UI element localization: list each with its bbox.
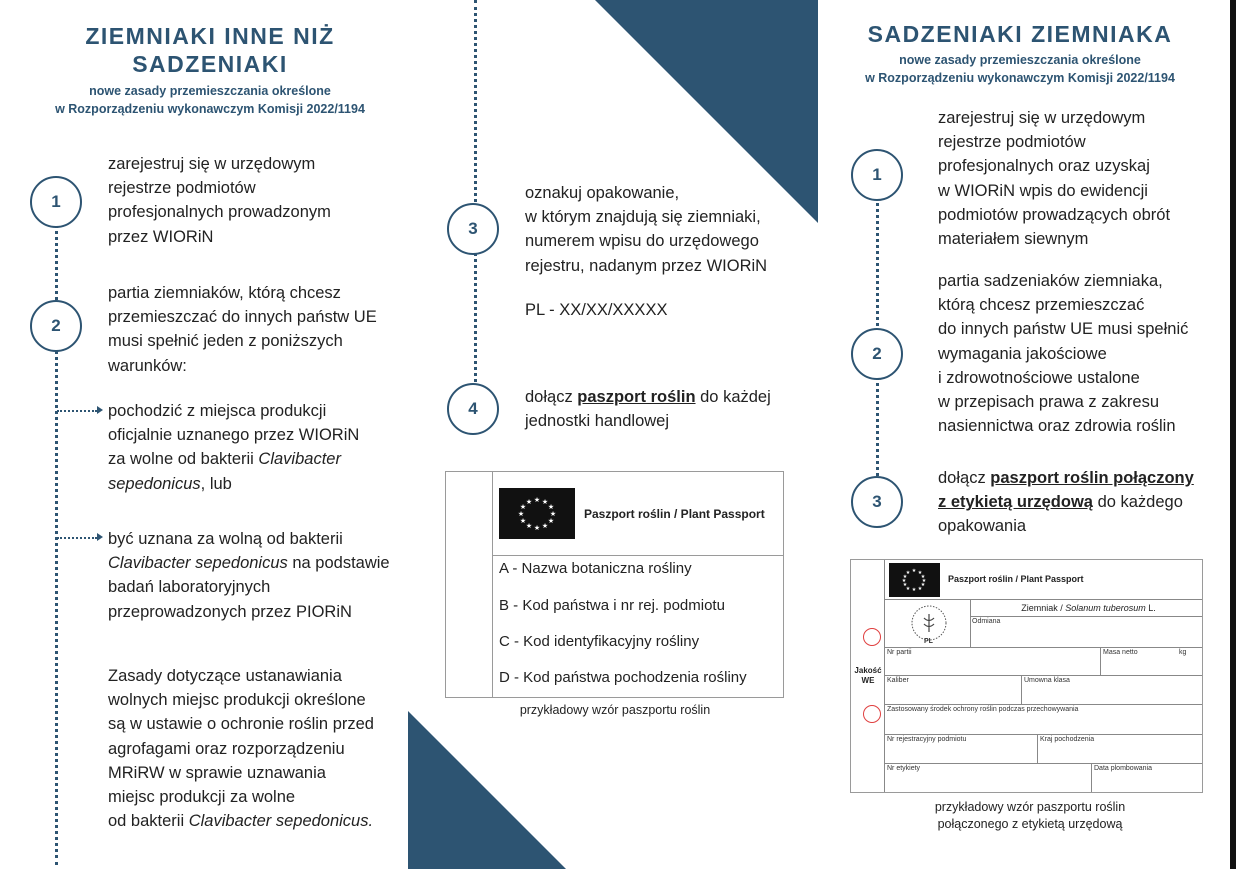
svg-text:★: ★ [902,582,908,588]
label-eu-flag-icon [889,563,940,597]
svg-text:★: ★ [905,570,911,576]
label-data-plomb: Data plombowania [1094,765,1152,772]
right-step2-circle: 2 [851,328,903,380]
cond2-text: być uznana za wolną od bakterii [108,530,343,548]
svg-text:★: ★ [911,587,917,593]
passport-row-b: B - Kod państwa i nr rej. podmiotu [499,597,725,614]
svg-text:★: ★ [920,582,926,588]
label-kraj: Kraj pochodzenia [1040,736,1095,743]
marker-circle-1 [863,628,881,646]
middle-step4-circle: 4 [447,383,499,435]
label-species-suffix: L. [1145,603,1156,613]
left-subtitle-line1: nowe zasady przemieszczania określone [89,84,331,98]
cond1-end: , lub [200,474,232,493]
middle-caption: przykładowy wzór paszportu roślin [519,703,711,717]
right-title: SADZENIAKI ZIEMNIAKA [867,21,1173,47]
right-caption [850,799,1210,833]
middle-step3-text: oznakuj opakowanie, w którym znajdują się ziemniaki, numerem wpisu do urzędowego rejestru, nadanym przez WIORiN [525,184,768,275]
left-condition1 [108,399,408,496]
middle-step4-text [525,385,815,433]
marker-circle-2 [863,705,881,723]
cond1-arrow-icon [97,406,103,414]
label-nr-etykiety: Nr etykiety [887,765,921,772]
right-edge-bar [1230,0,1236,869]
label-eu-stars [889,563,940,597]
label-species-text: Ziemniak / [1021,603,1066,613]
label-nr-partii: Nr partii [887,649,912,656]
bottom-triangle [408,711,566,869]
svg-text:★: ★ [905,586,911,592]
right-step1-circle: 1 [851,149,903,201]
svg-text:★: ★ [920,574,926,580]
svg-text:★: ★ [917,570,923,576]
right-caption-line1: przykładowy wzór paszportu roślin [934,800,1126,814]
label-jakosc: Jakość WE [854,666,882,685]
right-subtitle-line1: nowe zasady przemieszczania określone [899,53,1141,67]
left-step1-circle: 1 [30,176,82,228]
label-line-1 [884,599,1202,600]
eu-stars [499,488,575,539]
right-subtitle [820,51,1220,87]
passport-row-d: D - Kod państwa pochodzenia rośliny [499,669,747,686]
svg-text:★: ★ [533,496,541,504]
label-kaliber: Kaliber [887,677,909,684]
step4-passport-link: paszport roślin [577,388,696,406]
label-pl: PL [924,638,933,645]
right-step2-text: partia sadzeniaków ziemniaka, którą chcesz przemieszczać do innych państw UE musi spełnić wymagania jakościowe i zdrowotnościowe ustalone w przepisach prawa z zakresu nasiennictwa oraz zdrowia roślin [938,272,1189,436]
right-step3-pre: dołącz [938,469,991,487]
svg-text:★: ★ [549,510,557,518]
label-nr-rej: Nr rejestracyjny podmiotu [887,736,967,743]
svg-text:★: ★ [533,524,541,532]
step4-post: do każdej jednostki handlowej [525,388,771,431]
svg-text:★: ★ [519,517,527,525]
right-subtitle-line2: w Rozporządzeniu wykonawczym Komisji 2022/1194 [865,71,1175,86]
svg-text:★: ★ [519,503,527,511]
label-odmiana: Odmiana [972,618,1001,625]
cond1-text: pochodzić z miejsca produkcji oficjalnie uznanego przez WIORiN za wolne od bakterii [108,402,360,469]
passport-divider [492,555,783,556]
cond1-italic: Clavibacter sepedonicus [108,450,341,493]
svg-text:★: ★ [917,586,923,592]
label-vline-kraj [1037,734,1038,763]
combined-label-sample [850,559,1203,793]
svg-text:★: ★ [525,522,533,530]
right-caption-line2: połączonego z etykietą urzędową [937,817,1123,831]
left-title [40,22,380,78]
left-condition2 [108,527,408,624]
svg-text:★: ★ [541,498,549,506]
passport-left-margin [492,472,493,697]
label-line-3 [884,675,1202,676]
left-title-line2: SADZENIAKI [132,51,288,78]
passport-row-a: A - Nazwa botaniczna rośliny [499,560,692,577]
svg-text:★: ★ [541,522,549,530]
left-title-line1: ZIEMNIAKI INNE NIŻ [85,23,335,49]
label-line-2 [884,647,1202,648]
middle-step3-circle: 3 [447,203,499,255]
label-kg: kg [1179,649,1187,656]
svg-text:★: ★ [921,578,927,584]
middle-step3-code: PL - XX/XX/XXXXX [525,301,668,319]
cond2-end: na podstawie badań laboratoryjnych przeprowadzonych przez PIORiN [108,554,390,621]
right-step1-text: zarejestruj się w urzędowym rejestrze podmiotów profesjonalnych oraz uzyskaj w WIORiN wpis do ewidencji podmiotów prowadzących obrót materiałem siewnym [938,109,1171,249]
label-srodek: Zastosowany środek ochrony roślin podczas przechowywania [887,706,1079,713]
cond1-connector [57,410,97,412]
svg-text:★: ★ [911,568,917,574]
left-step2-circle: 2 [30,300,82,352]
middle-timeline [474,0,477,395]
right-step3-post: do każdego opakowania [938,493,1183,536]
left-rules-note [108,664,408,833]
label-header: Paszport roślin / Plant Passport [948,574,1084,584]
label-vline-klasa [1021,675,1022,704]
label-left-margin [884,560,885,792]
left-subtitle-line2: w Rozporządzeniu wykonawczym Komisji 2022/1194 [55,102,365,117]
rules-text: Zasady dotyczące ustanawiania wolnych miejsc produkcji określone są w ustawie o ochronie roślin przed agrofagami oraz rozporządzeniu MRiRW w sprawie uznawania miejsc produkcji za wolne od bakterii [108,667,374,831]
svg-text:★: ★ [517,510,525,518]
passport-sample [445,471,784,698]
label-line-6 [884,763,1202,764]
label-species-italic: Solanum tuberosum [1065,603,1146,613]
svg-text:★: ★ [902,574,908,580]
label-species [981,603,1196,613]
svg-text:★: ★ [525,498,533,506]
cond2-connector [57,537,97,539]
passport-header: Paszport roślin / Plant Passport [584,507,765,521]
left-step1-text: zarejestruj się w urzędowym rejestrze podmiotów profesjonalnych prowadzonym przez WIORiN [108,155,331,246]
svg-text:★: ★ [901,578,907,584]
right-step3-circle: 3 [851,476,903,528]
left-subtitle [10,82,410,118]
step4-pre: dołącz [525,388,578,406]
label-vline-seal [970,599,971,647]
eu-flag-icon [499,488,575,539]
label-masa-netto: Masa netto [1103,649,1138,656]
rules-italic: Clavibacter sepedonicus. [188,812,374,831]
svg-text:★: ★ [547,503,555,511]
passport-row-c: C - Kod identyfikacyjny rośliny [499,633,700,650]
label-line-5 [884,734,1202,735]
svg-text:★: ★ [547,517,555,525]
left-step2-text: partia ziemniaków, którą chcesz przemieszczać do innych państw UE musi spełnić jeden z poniższych warunków: [108,284,377,375]
label-vline-masa [1100,647,1101,675]
label-umowna-klasa: Umowna klasa [1024,677,1070,684]
label-line-species [970,616,1202,617]
right-step3-passport-link: paszport roślin połączony z etykietą urzędową [938,469,1194,512]
label-line-4 [884,704,1202,705]
cond2-italic: Clavibacter sepedonicus [108,554,288,573]
right-step3-text [938,466,1228,539]
cond2-arrow-icon [97,533,103,541]
label-vline-data [1091,763,1092,792]
